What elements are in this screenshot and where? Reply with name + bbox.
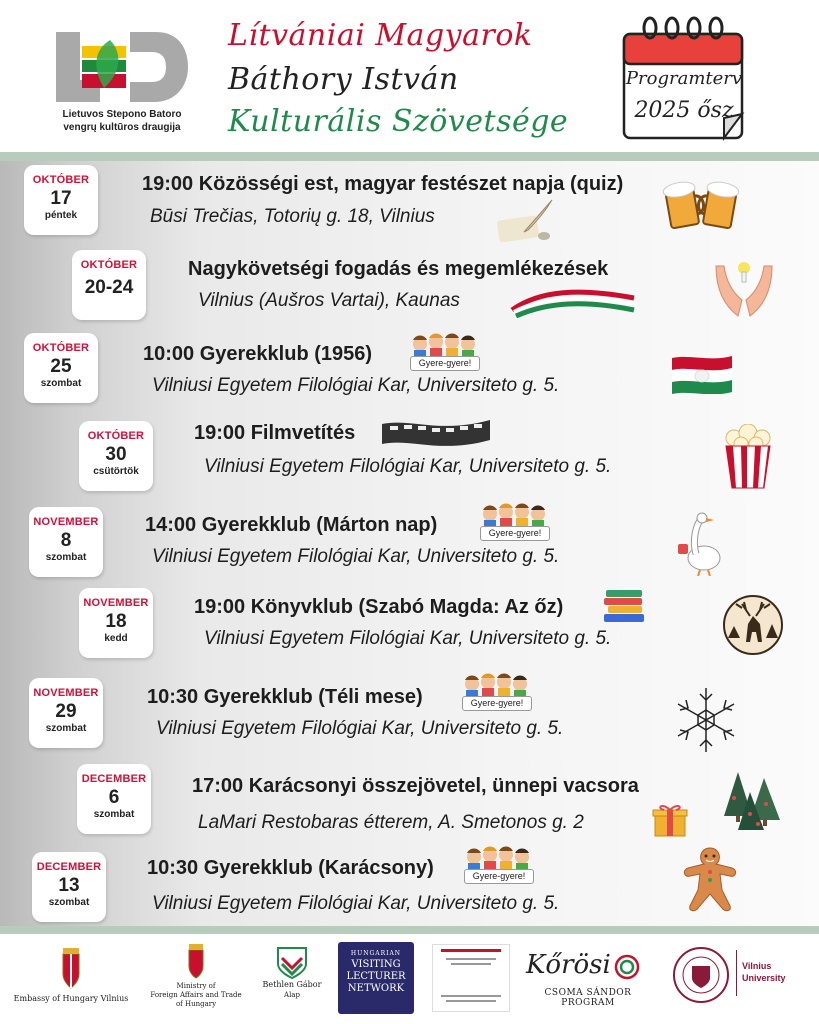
title-line-1: Lítvániai Magyarok [228, 18, 533, 53]
kids-badge-text: Gyere-gyere! [464, 869, 534, 884]
vu-text [742, 960, 786, 984]
hungary-coat-of-arms-icon [185, 944, 207, 980]
date-weekday: szombat [93, 809, 135, 820]
sponsor-text-line [446, 1000, 496, 1002]
kids-badge-text: Gyere-gyere! [410, 356, 480, 371]
bethlen-line2: Alap [284, 991, 300, 999]
bottom-divider [0, 926, 819, 934]
org-logo-mark [52, 28, 192, 106]
hungarian-flag-1956-icon [670, 354, 734, 394]
event-location-2: Vilnius (Aušros Vartai), Kaunas [198, 290, 460, 311]
korosi-spiral-icon [614, 954, 640, 980]
top-divider [0, 152, 819, 161]
event-title-9: 10:30 Gyerekklub (Karácsony) [147, 857, 434, 879]
date-weekday: szombat [40, 378, 82, 389]
event-location-3: Vilniusi Egyetem Filológiai Kar, Universiteto g. 5. [152, 375, 560, 396]
embassy-logo [10, 948, 132, 1003]
date-month: DECEMBER [81, 773, 147, 785]
calendar-icon [620, 14, 748, 142]
date-day: 30 [105, 444, 127, 465]
event-location-8: LaMari Restobaras étterem, A. Smetonos g. 2 [198, 812, 584, 833]
hvln-line2: VISITING [351, 959, 401, 970]
event-location-6: Vilniusi Egyetem Filológiai Kar, Universiteto g. 5. [204, 628, 612, 649]
korosi-csoma-program-logo [522, 950, 654, 1008]
date-day: 25 [50, 356, 72, 377]
hungarian-ribbon-icon [510, 284, 638, 318]
hvln-line1: HUNGARIAN [350, 950, 402, 957]
popcorn-icon [722, 424, 774, 490]
date-card-9 [32, 852, 106, 922]
date-month: OKTÓBER [87, 430, 145, 442]
event-title-2: Nagykövetségi fogadás és megemlékezések [188, 258, 609, 280]
org-logo-text-line2: vengrų kultūros draugija [63, 122, 181, 133]
date-month: NOVEMBER [33, 687, 99, 699]
org-logo [52, 28, 192, 138]
date-weekday: péntek [44, 210, 78, 221]
event-title-3: 10:00 Gyerekklub (1956) [143, 343, 373, 365]
date-day: 18 [105, 611, 127, 632]
date-month: DECEMBER [36, 861, 102, 873]
kids-badge [474, 502, 554, 542]
date-month: NOVEMBER [83, 597, 149, 609]
event-title-4: 19:00 Filmvetítés [194, 422, 356, 444]
date-card-2 [72, 250, 146, 320]
calendar-label-line2: 2025 ősz [634, 98, 734, 123]
date-card-1 [24, 165, 98, 235]
event-location-7: Vilniusi Egyetem Filológiai Kar, Universiteto g. 5. [156, 718, 564, 739]
film-strip-icon [380, 416, 492, 448]
bethlen-text [262, 980, 322, 1000]
date-card-7 [29, 678, 103, 748]
books-icon [602, 586, 646, 624]
event-title-5: 14:00 Gyerekklub (Márton nap) [145, 514, 438, 536]
date-day: 29 [55, 701, 77, 722]
kids-badge-text: Gyere-gyere! [480, 526, 550, 541]
hands-candle-icon [712, 256, 776, 320]
deer-icon [722, 594, 784, 656]
gift-icon [652, 802, 688, 838]
date-day: 20-24 [84, 277, 134, 298]
sponsor-stripe [441, 949, 501, 952]
event-title-8: 17:00 Karácsonyi összejövetel, ünnepi vacsora [192, 775, 639, 797]
ministry-text [140, 982, 252, 1009]
hvln-line4: NETWORK [347, 983, 405, 994]
event-location-9: Vilniusi Egyetem Filológiai Kar, Universiteto g. 5. [152, 893, 560, 914]
hvln-line3: LECTURER [346, 971, 406, 982]
vilnius-university-logo [672, 946, 812, 1006]
org-logo-text [52, 108, 192, 134]
beer-mugs-icon [662, 176, 742, 232]
korosi-wordmark [522, 950, 654, 984]
date-weekday: csütörtök [93, 466, 139, 477]
title-line-3: Kulturális Szövetsége [228, 104, 569, 139]
date-month: NOVEMBER [33, 516, 99, 528]
date-weekday: kedd [104, 633, 128, 644]
org-logo-text-line1: Lietuvos Stepono Batoro [62, 109, 182, 120]
date-weekday: szombat [45, 723, 87, 734]
kids-badge [458, 845, 538, 885]
date-card-3 [24, 333, 98, 403]
quill-paper-icon [494, 196, 556, 244]
korosi-title: Kőrösi [526, 950, 611, 980]
date-weekday: szombat [48, 897, 90, 908]
date-day: 13 [58, 875, 80, 896]
date-day: 6 [108, 787, 120, 808]
kids-badge [456, 672, 536, 712]
date-day: 8 [60, 530, 72, 551]
vilnius-university-seal-icon [672, 946, 730, 1004]
date-card-8 [77, 764, 151, 834]
date-card-4 [79, 421, 153, 491]
korosi-sponsor-logo [432, 944, 510, 1012]
event-location-5: Vilniusi Egyetem Filológiai Kar, Universiteto g. 5. [152, 546, 560, 567]
bethlen-shield-icon [274, 944, 310, 980]
event-location-1: Būsi Trečias, Totorių g. 18, Vilnius [150, 206, 435, 227]
date-month: OKTÓBER [80, 259, 138, 271]
date-card-5 [29, 507, 103, 577]
date-month: OKTÓBER [32, 174, 90, 186]
date-month: OKTÓBER [32, 342, 90, 354]
goose-icon [674, 510, 724, 576]
korosi-sub: CSOMA SÁNDOR PROGRAM [544, 988, 632, 1008]
title-line-2: Báthory István [228, 62, 459, 97]
christmas-trees-icon [720, 768, 786, 832]
bethlen-gabor-logo [262, 944, 322, 1000]
ministry-line3: of Hungary [175, 1000, 217, 1008]
ministry-logo [140, 944, 252, 1009]
date-day: 17 [50, 188, 72, 209]
sponsor-text-line [441, 995, 501, 997]
date-weekday: szombat [45, 552, 87, 563]
event-title-6: 19:00 Könyvklub (Szabó Magda: Az őz) [194, 596, 564, 618]
sponsor-text-line [446, 958, 496, 960]
sponsor-text-line [451, 963, 491, 965]
kids-badge-text: Gyere-gyere! [462, 696, 532, 711]
vu-divider [736, 950, 737, 996]
event-location-4: Vilniusi Egyetem Filológiai Kar, Universiteto g. 5. [204, 456, 612, 477]
gingerbread-man-icon [680, 846, 740, 912]
calendar-label-line1: Programterv [625, 68, 743, 89]
kids-badge [404, 332, 484, 372]
vu-line1: Vilnius [742, 961, 772, 971]
header [0, 0, 819, 152]
snowflake-icon [672, 686, 740, 754]
footer-sponsors [0, 934, 819, 1024]
ministry-line2: Foreign Affairs and Trade [150, 991, 242, 999]
hungary-coat-of-arms-icon [58, 948, 84, 990]
hungarian-visiting-lecturer-network-logo [338, 942, 414, 1014]
event-title-7: 10:30 Gyerekklub (Téli mese) [147, 686, 423, 708]
embassy-text: Embassy of Hungary Vilnius [13, 994, 129, 1003]
date-card-6 [79, 588, 153, 658]
vu-line2: University [742, 973, 786, 983]
bethlen-line1: Bethlen Gábor [262, 980, 322, 989]
ministry-line1: Ministry of [176, 982, 216, 990]
event-title-1: 19:00 Közösségi est, magyar festészet napja (quiz) [142, 173, 624, 195]
